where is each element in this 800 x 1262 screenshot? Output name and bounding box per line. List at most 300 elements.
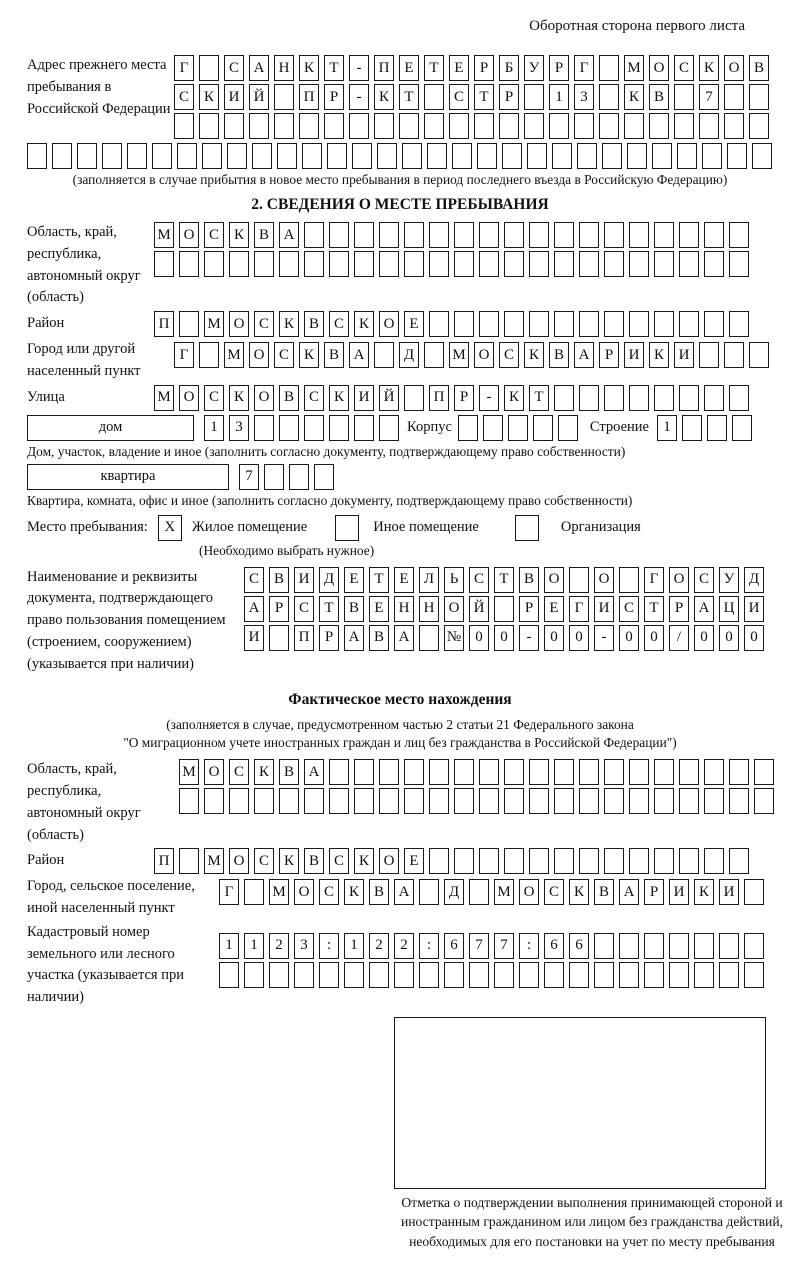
char-cell (354, 415, 374, 441)
char-cell: 2 (369, 933, 389, 959)
char-cell: И (744, 596, 764, 622)
char-cell (704, 251, 724, 277)
char-cell (729, 385, 749, 411)
char-cell (379, 415, 399, 441)
char-cell: С (204, 385, 224, 411)
char-cell (279, 415, 299, 441)
gorod-block (27, 339, 773, 383)
char-cell (244, 962, 264, 988)
char-cell (594, 962, 614, 988)
char-cell: 2 (394, 933, 414, 959)
char-cell (219, 962, 239, 988)
char-cell (654, 385, 674, 411)
char-cell (279, 788, 299, 814)
kvartira-box: квартира (27, 464, 229, 490)
char-cell: Р (269, 596, 289, 622)
char-cell: О (179, 385, 199, 411)
char-cell: Г (219, 879, 239, 905)
char-cell: : (419, 933, 439, 959)
char-cell (604, 222, 624, 248)
char-cell: В (369, 625, 389, 651)
dom-box: дом (27, 415, 194, 441)
doc-row-3 (244, 625, 764, 651)
char-cell: - (479, 385, 499, 411)
char-cell (179, 311, 199, 337)
char-cell: О (519, 879, 539, 905)
char-cell: С (449, 84, 469, 110)
char-cell (554, 788, 574, 814)
char-cell (174, 113, 194, 139)
char-cell (694, 933, 714, 959)
char-cell (379, 222, 399, 248)
char-cell: О (649, 55, 669, 81)
char-cell: 6 (569, 933, 589, 959)
char-cell (504, 848, 524, 874)
doc-row-2 (244, 596, 764, 622)
char-cell (704, 222, 724, 248)
checkbox-organizatsiya (515, 515, 539, 541)
char-cell (749, 342, 769, 368)
char-cell (254, 415, 274, 441)
prev-address-row-2 (174, 84, 769, 110)
char-cell (304, 415, 324, 441)
char-cell (529, 788, 549, 814)
char-cell: Т (529, 385, 549, 411)
char-cell: 6 (444, 933, 464, 959)
char-cell: В (549, 342, 569, 368)
char-cell: Г (174, 342, 194, 368)
char-cell (394, 962, 414, 988)
char-cell: 1 (657, 415, 677, 441)
char-cell (604, 788, 624, 814)
char-cell: О (444, 596, 464, 622)
char-cell: 0 (644, 625, 664, 651)
char-cell (604, 385, 624, 411)
char-cell (554, 251, 574, 277)
char-cell (729, 759, 749, 785)
char-cell (652, 143, 672, 169)
char-cell (454, 222, 474, 248)
char-cell (427, 143, 447, 169)
char-cell: О (724, 55, 744, 81)
char-cell: 1 (244, 933, 264, 959)
prev-address-label: Адрес прежнего места пребывания в Российской Федерации (27, 57, 171, 117)
char-cell: С (499, 342, 519, 368)
char-cell (654, 788, 674, 814)
char-cell (494, 596, 514, 622)
char-cell (354, 759, 374, 785)
char-cell (254, 788, 274, 814)
char-cell (419, 879, 439, 905)
char-cell: 7 (469, 933, 489, 959)
char-cell (502, 143, 522, 169)
char-cell (304, 222, 324, 248)
char-cell: И (244, 625, 264, 651)
char-cell (449, 113, 469, 139)
char-cell: О (544, 567, 564, 593)
char-cell (704, 759, 724, 785)
char-cell (533, 415, 553, 441)
char-cell (454, 759, 474, 785)
char-cell: 6 (544, 933, 564, 959)
char-cell: Л (419, 567, 439, 593)
char-cell (544, 962, 564, 988)
char-cell (504, 311, 524, 337)
char-cell: О (669, 567, 689, 593)
dom-cells (204, 415, 399, 441)
char-cell (199, 55, 219, 81)
char-cell: М (154, 222, 174, 248)
char-cell: Ь (444, 567, 464, 593)
char-cell: Т (494, 567, 514, 593)
char-cell (554, 222, 574, 248)
char-cell: О (594, 567, 614, 593)
char-cell (289, 464, 309, 490)
char-cell: Р (644, 879, 664, 905)
char-cell: М (224, 342, 244, 368)
char-cell: И (294, 567, 314, 593)
prev-address-row-3 (174, 113, 769, 139)
char-cell: О (179, 222, 199, 248)
char-cell: В (324, 342, 344, 368)
char-cell: 3 (574, 84, 594, 110)
char-cell (654, 848, 674, 874)
char-cell (569, 567, 589, 593)
char-cell (127, 143, 147, 169)
char-cell: С (254, 848, 274, 874)
char-cell: К (344, 879, 364, 905)
char-cell (704, 788, 724, 814)
char-cell: Д (744, 567, 764, 593)
char-cell (529, 222, 549, 248)
kvartira-note: Квартира, комната, офис и иное (заполнить согласно документу, подтверждающему право собственности) (27, 492, 633, 508)
option-zhiloe-label: Жилое помещение (191, 519, 308, 535)
char-cell (754, 788, 774, 814)
checkbox-inoe (335, 515, 359, 541)
fact-oblast-label: Область, край, республика, автономный округ (область) (27, 761, 141, 843)
char-cell (579, 759, 599, 785)
char-cell (454, 311, 474, 337)
char-cell (554, 759, 574, 785)
char-cell (424, 113, 444, 139)
char-cell (699, 342, 719, 368)
char-cell: 0 (744, 625, 764, 651)
char-cell (604, 251, 624, 277)
char-cell (454, 251, 474, 277)
char-cell: 3 (294, 933, 314, 959)
char-cell (702, 143, 722, 169)
char-cell (619, 933, 639, 959)
char-cell (644, 962, 664, 988)
oblast-label: Область, край, республика, автономный округ (область) (27, 224, 141, 306)
char-cell: Г (644, 567, 664, 593)
char-cell (424, 342, 444, 368)
char-cell (329, 759, 349, 785)
char-cell (704, 848, 724, 874)
fact-oblast-row-2 (179, 788, 774, 814)
prev-address-note: (заполняется в случае прибытия в новое место пребывания в период последнего въезда в Российскую Федерацию) (72, 172, 728, 187)
char-cell: С (544, 879, 564, 905)
char-cell: 2 (269, 933, 289, 959)
char-cell (179, 848, 199, 874)
oblast-row-1 (154, 222, 749, 248)
char-cell: П (429, 385, 449, 411)
char-cell (404, 251, 424, 277)
raion-row (154, 311, 749, 337)
char-cell (314, 464, 334, 490)
char-cell: С (174, 84, 194, 110)
char-cell (644, 933, 664, 959)
char-cell (204, 788, 224, 814)
char-cell: Р (474, 55, 494, 81)
char-cell: А (394, 625, 414, 651)
ulitsa-row (154, 385, 749, 411)
char-cell (349, 113, 369, 139)
char-cell: 1 (219, 933, 239, 959)
char-cell (627, 143, 647, 169)
char-cell (454, 788, 474, 814)
char-cell: А (249, 55, 269, 81)
char-cell: П (374, 55, 394, 81)
char-cell (649, 113, 669, 139)
prev-address-row-1 (174, 55, 769, 81)
char-cell (474, 113, 494, 139)
char-cell (732, 415, 752, 441)
char-cell: О (229, 848, 249, 874)
char-cell (479, 251, 499, 277)
mesto-block (27, 515, 773, 541)
ulitsa-block (27, 385, 773, 411)
char-cell: М (269, 879, 289, 905)
char-cell: А (349, 342, 369, 368)
char-cell: П (299, 84, 319, 110)
fact-gorod-block (27, 876, 773, 920)
char-cell (579, 222, 599, 248)
char-cell: А (619, 879, 639, 905)
char-cell: С (329, 311, 349, 337)
char-cell (264, 464, 284, 490)
char-cell: С (244, 567, 264, 593)
char-cell (749, 113, 769, 139)
char-cell: С (274, 342, 294, 368)
char-cell (369, 962, 389, 988)
char-cell: С (619, 596, 639, 622)
char-cell (629, 759, 649, 785)
char-cell (529, 251, 549, 277)
char-cell (102, 143, 122, 169)
char-cell (508, 415, 528, 441)
char-cell (694, 962, 714, 988)
char-cell (724, 342, 744, 368)
char-cell: 0 (619, 625, 639, 651)
char-cell: М (449, 342, 469, 368)
char-cell (629, 848, 649, 874)
char-cell: 1 (549, 84, 569, 110)
char-cell (379, 788, 399, 814)
char-cell: - (349, 84, 369, 110)
char-cell: В (519, 567, 539, 593)
char-cell: - (519, 625, 539, 651)
char-cell (479, 222, 499, 248)
char-cell (354, 222, 374, 248)
char-cell: Р (324, 84, 344, 110)
char-cell: А (304, 759, 324, 785)
char-cell: - (349, 55, 369, 81)
char-cell (354, 251, 374, 277)
char-cell (254, 251, 274, 277)
char-cell: С (329, 848, 349, 874)
char-cell: В (304, 311, 324, 337)
char-cell: М (179, 759, 199, 785)
kadastr-block (27, 922, 773, 1009)
stroenie-label: Строение (589, 419, 649, 435)
char-cell: А (244, 596, 264, 622)
char-cell (404, 759, 424, 785)
char-cell (554, 311, 574, 337)
char-cell: М (204, 311, 224, 337)
kadastr-row-2 (219, 962, 764, 988)
char-cell: 1 (204, 415, 224, 441)
dom-block (27, 415, 773, 441)
char-cell: Е (399, 55, 419, 81)
char-cell (629, 222, 649, 248)
confirmation-stamp-box (394, 1017, 766, 1189)
char-cell (419, 625, 439, 651)
char-cell: : (519, 933, 539, 959)
raion-block (27, 311, 773, 337)
char-cell: А (574, 342, 594, 368)
char-cell (558, 415, 578, 441)
char-cell (674, 84, 694, 110)
char-cell (179, 788, 199, 814)
char-cell (429, 848, 449, 874)
fact-oblast-block (27, 759, 773, 846)
char-cell (199, 342, 219, 368)
char-cell (729, 848, 749, 874)
char-cell (479, 848, 499, 874)
char-cell (504, 251, 524, 277)
char-cell: О (379, 848, 399, 874)
char-cell (429, 759, 449, 785)
char-cell: С (204, 222, 224, 248)
char-cell: Н (419, 596, 439, 622)
char-cell: 0 (569, 625, 589, 651)
char-cell: Е (449, 55, 469, 81)
char-cell (304, 788, 324, 814)
char-cell: В (279, 759, 299, 785)
char-cell (329, 222, 349, 248)
char-cell (729, 311, 749, 337)
fact-raion-row (154, 848, 749, 874)
char-cell: Й (469, 596, 489, 622)
char-cell (27, 143, 47, 169)
char-cell: Т (474, 84, 494, 110)
char-cell: Т (369, 567, 389, 593)
char-cell (727, 143, 747, 169)
char-cell (679, 385, 699, 411)
char-cell (599, 113, 619, 139)
kadastr-row-1 (219, 933, 764, 959)
char-cell: В (304, 848, 324, 874)
char-cell (458, 415, 478, 441)
char-cell (569, 962, 589, 988)
prev-address-block (27, 55, 773, 139)
char-cell (729, 788, 749, 814)
char-cell: С (304, 385, 324, 411)
char-cell (654, 251, 674, 277)
char-cell (329, 788, 349, 814)
option-organizatsiya-label: Организация (560, 519, 641, 535)
char-cell (304, 251, 324, 277)
char-cell (177, 143, 197, 169)
raion-label: Район (27, 315, 65, 332)
dom-note: Дом, участок, владение и иное (заполнить согласно документу, подтверждающему право собственности) (27, 443, 626, 459)
char-cell: А (694, 596, 714, 622)
char-cell: И (354, 385, 374, 411)
char-cell (404, 385, 424, 411)
char-cell: 1 (344, 933, 364, 959)
char-cell: Е (344, 567, 364, 593)
char-cell: П (154, 848, 174, 874)
char-cell: В (369, 879, 389, 905)
char-cell (299, 113, 319, 139)
char-cell: И (624, 342, 644, 368)
char-cell (594, 933, 614, 959)
stroenie-cells (657, 415, 752, 441)
char-cell: / (669, 625, 689, 651)
char-cell (154, 251, 174, 277)
char-cell (452, 143, 472, 169)
char-cell: Р (519, 596, 539, 622)
kadastr-label: Кадастровый номер земельного или лесного участка (указывается при наличии) (27, 923, 184, 1005)
char-cell (707, 415, 727, 441)
char-cell (529, 848, 549, 874)
char-cell (249, 113, 269, 139)
char-cell (302, 143, 322, 169)
char-cell (204, 251, 224, 277)
char-cell (399, 113, 419, 139)
char-cell: Й (379, 385, 399, 411)
char-cell: О (379, 311, 399, 337)
char-cell (599, 55, 619, 81)
char-cell: О (204, 759, 224, 785)
char-cell (424, 84, 444, 110)
char-cell: М (204, 848, 224, 874)
char-cell: М (494, 879, 514, 905)
oblast-block (27, 222, 773, 309)
char-cell: К (254, 759, 274, 785)
char-cell: Р (599, 342, 619, 368)
fact-oblast-row-1 (179, 759, 774, 785)
char-cell (669, 962, 689, 988)
char-cell: С (674, 55, 694, 81)
char-cell (479, 788, 499, 814)
char-cell (724, 113, 744, 139)
char-cell (202, 143, 222, 169)
char-cell (602, 143, 622, 169)
char-cell: Е (369, 596, 389, 622)
char-cell (504, 788, 524, 814)
char-cell: К (229, 385, 249, 411)
char-cell: К (299, 342, 319, 368)
char-cell (619, 567, 639, 593)
char-cell: В (344, 596, 364, 622)
char-cell: М (624, 55, 644, 81)
char-cell (377, 143, 397, 169)
char-cell: У (719, 567, 739, 593)
char-cell: № (444, 625, 464, 651)
char-cell: О (229, 311, 249, 337)
